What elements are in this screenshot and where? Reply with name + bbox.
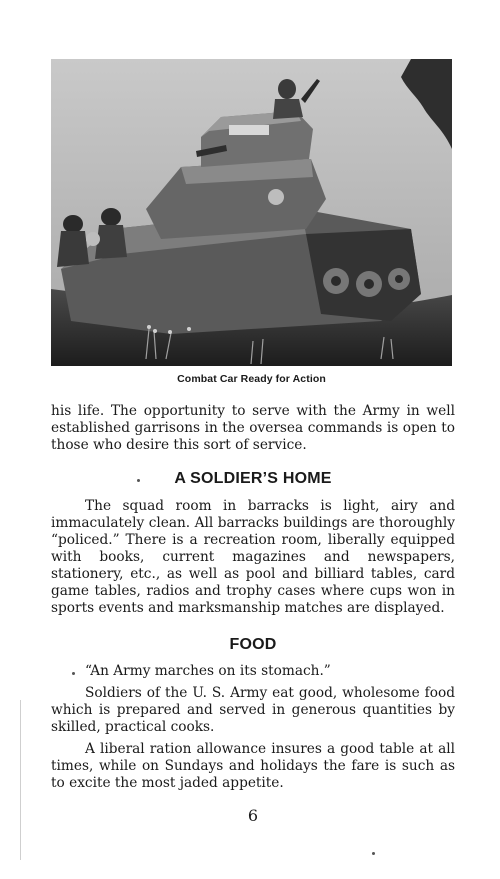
section-heading-food: FOOD xyxy=(229,636,277,653)
food-paragraph-1: Soldiers of the U. S. Army eat good, wholesome food which is prepared and served in generous quantities by skilled, practical cooks. xyxy=(51,685,455,735)
photo-caption: Combat Car Ready for Action xyxy=(177,373,326,385)
combat-car-photo xyxy=(51,59,452,366)
page-number: 6 xyxy=(247,806,259,825)
intro-paragraph: his life. The opportunity to serve with the Army in well established garrisons in the oversea commands is open to those who desire this sort of service. xyxy=(51,403,455,453)
section-heading-soldiers-home: A SOLDIER’S HOME xyxy=(174,470,332,487)
page-edge-shadow xyxy=(20,700,21,860)
print-speck xyxy=(137,479,140,482)
print-speck xyxy=(72,672,75,675)
soldiers-home-paragraph: The squad room in barracks is light, airy and immaculately clean. All barracks buildings are thoroughly “policed.” There is a recreation room, liberally equipped with books, current magazines and newspapers, stationery, etc., as well as pool and billiard tables, card game tables, radios and trophy cases where cups won in sports events and marksmanship matches are displayed. xyxy=(51,498,455,616)
food-paragraph-2: A liberal ration allowance insures a good table at all times, while on Sundays and holidays the fare is such as to excite the most jaded appetite. xyxy=(51,741,455,791)
food-quote: “An Army marches on its stomach.” xyxy=(85,663,331,679)
print-speck xyxy=(372,852,375,855)
